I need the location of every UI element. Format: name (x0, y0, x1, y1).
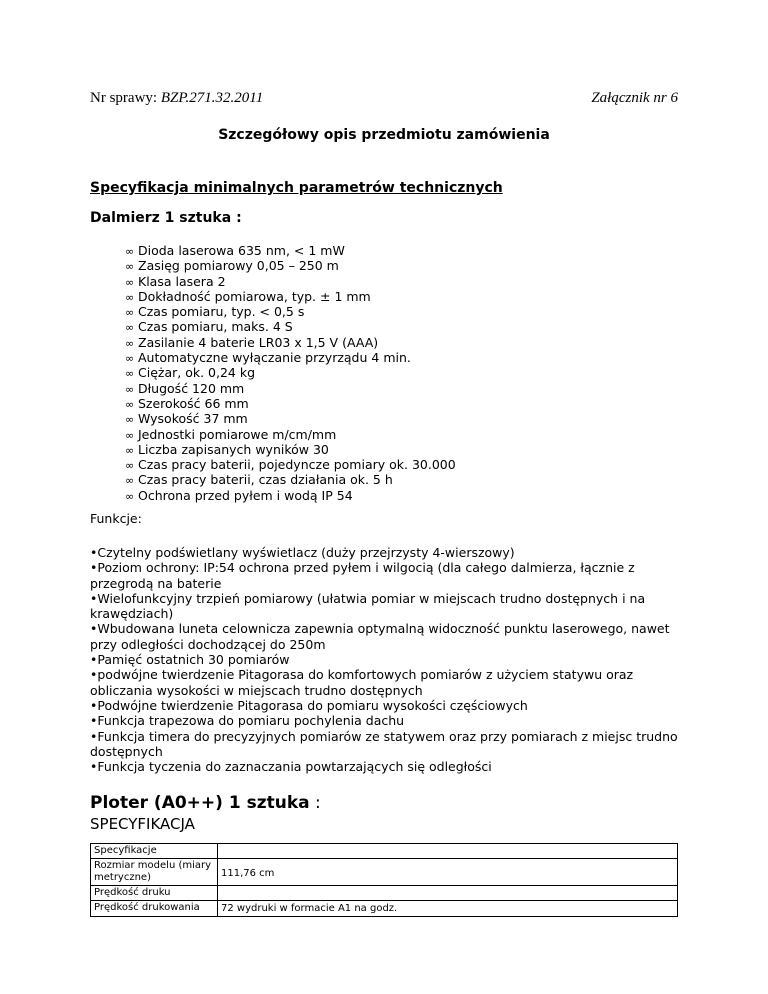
ploter-spec-table (90, 843, 678, 917)
function-item: •Czytelny podświetlany wyświetlacz (duży przejrzysty 4-wierszowy) (90, 545, 515, 560)
ploter-heading-text: Ploter (A0++) 1 sztuka (90, 793, 310, 813)
spec-item (125, 335, 456, 350)
table-row (91, 901, 678, 917)
table-cell (218, 844, 678, 859)
table-row (91, 859, 678, 886)
infinity-bullet-icon: ∞ (125, 489, 135, 503)
spec-item-text: Liczba zapisanych wyników 30 (138, 441, 329, 457)
infinity-bullet-icon: ∞ (125, 260, 135, 274)
spec-item (125, 488, 456, 503)
spec-item-text: Klasa lasera 2 (138, 273, 226, 289)
case-number: BZP.271.32.2011 (160, 90, 264, 106)
spec-item (125, 381, 456, 396)
attachment-label: Załącznik nr 6 (591, 90, 678, 106)
spec-item (125, 472, 456, 487)
spec-item-text: Długość 120 mm (138, 380, 245, 396)
function-item: •Poziom ochrony: IP:54 ochrona przed pyłem i wilgocią (dla całego dalmierza, łącznie z przegrodą na baterie (90, 560, 635, 591)
ploter-heading-suffix: : (309, 793, 321, 813)
infinity-bullet-icon: ∞ (125, 443, 135, 457)
spec-item-text: Automatyczne wyłączanie przyrządu 4 min. (138, 350, 411, 366)
function-item: •Podwójne twierdzenie Pitagorasa do pomiaru wysokości częściowych (90, 697, 528, 713)
spec-item (125, 243, 456, 258)
infinity-bullet-icon: ∞ (125, 397, 135, 411)
function-item: •Funkcja trapezowa do pomiaru pochylenia dachu (90, 713, 405, 729)
infinity-bullet-icon: ∞ (125, 459, 135, 473)
function-item: •Wbudowana luneta celownicza zapewnia optymalną widoczność punktu laserowego, nawet przy odległości dochodzącej do 250m (90, 621, 670, 652)
table-cell: Prędkość druku (91, 886, 218, 901)
infinity-bullet-icon: ∞ (125, 474, 135, 488)
function-item: •podwójne twierdzenie Pitagorasa do komfortowych pomiarów z użyciem statywu oraz obliczania wysokości w miejscach trudno dostępnych (90, 667, 634, 698)
table-cell: Rozmiar modelu (miary metryczne) (91, 859, 218, 886)
spec-item-text: Czas pracy baterii, pojedyncze pomiary ok. 30.000 (138, 457, 456, 473)
spec-item-text: Jednostki pomiarowe m/cm/mm (138, 426, 337, 442)
dalmierz-heading: Dalmierz 1 sztuka : (90, 210, 242, 226)
section-heading: Specyfikacja minimalnych parametrów technicznych (90, 180, 503, 196)
table-cell: 72 wydruki w formacie A1 na godz. (218, 901, 678, 917)
spec-item-text: Dokładność pomiarowa, typ. ± 1 mm (138, 288, 371, 304)
ploter-spec-label: SPECYFIKACJA (90, 815, 195, 833)
infinity-bullet-icon: ∞ (125, 306, 135, 320)
infinity-bullet-icon: ∞ (125, 428, 135, 442)
infinity-bullet-icon: ∞ (125, 245, 135, 258)
spec-item-text: Zasięg pomiarowy 0,05 – 250 m (138, 258, 339, 274)
document-header (90, 90, 678, 110)
infinity-bullet-icon: ∞ (125, 336, 135, 350)
spec-item-text: Ochrona przed pyłem i wodą IP 54 (138, 487, 353, 503)
spec-item (125, 396, 456, 411)
spec-item (125, 350, 456, 365)
ploter-heading (90, 793, 321, 813)
functions-list (90, 545, 680, 774)
spec-item (125, 411, 456, 426)
infinity-bullet-icon: ∞ (125, 382, 135, 396)
case-number-line (90, 90, 263, 107)
page-title: Szczegółowy opis przedmiotu zamówienia (218, 127, 550, 143)
spec-item (125, 319, 456, 334)
table-cell: Prędkość drukowania (91, 901, 218, 917)
infinity-bullet-icon: ∞ (125, 275, 135, 289)
function-item: •Wielofunkcyjny trzpień pomiarowy (ułatwia pomiar w miejscach trudno dostępnych i na krawędziach) (90, 590, 646, 622)
function-item: •Funkcja tyczenia do zaznaczania powtarzających się odległości (90, 759, 492, 775)
spec-item-text: Ciężar, ok. 0,24 kg (138, 365, 256, 381)
spec-item-text: Zasilanie 4 baterie LR03 x 1,5 V (AAA) (138, 334, 379, 350)
table-cell (218, 886, 678, 901)
spec-item (125, 427, 456, 442)
infinity-bullet-icon: ∞ (125, 321, 135, 335)
functions-heading: Funkcje: (90, 511, 142, 526)
spec-item-text: Czas pracy baterii, czas działania ok. 5 h (138, 472, 393, 488)
spec-item-text: Czas pomiaru, maks. 4 S (138, 319, 293, 335)
spec-item-text: Wysokość 37 mm (138, 411, 248, 427)
spec-item-text: Szerokość 66 mm (138, 395, 249, 411)
function-item: •Pamięć ostatnich 30 pomiarów (90, 652, 290, 668)
table-row (91, 886, 678, 901)
infinity-bullet-icon: ∞ (125, 413, 135, 427)
spec-item (125, 365, 456, 380)
spec-item-text: Dioda laserowa 635 nm, < 1 mW (138, 243, 345, 258)
spec-item (125, 304, 456, 319)
infinity-bullet-icon: ∞ (125, 290, 135, 304)
spec-item (125, 258, 456, 273)
table-row (91, 844, 678, 859)
table-cell: 111,76 cm (218, 859, 678, 886)
table-cell: Specyfikacje (91, 844, 218, 859)
spec-item (125, 442, 456, 457)
infinity-bullet-icon: ∞ (125, 352, 135, 366)
case-label: Nr sprawy: (90, 90, 161, 106)
dalmierz-spec-list (125, 243, 456, 503)
spec-item (125, 457, 456, 472)
infinity-bullet-icon: ∞ (125, 367, 135, 381)
spec-item (125, 274, 456, 289)
spec-item-text: Czas pomiaru, typ. < 0,5 s (138, 304, 305, 320)
spec-item (125, 289, 456, 304)
function-item: •Funkcja timera do precyzyjnych pomiarów ze statywem oraz przy pomiarach z miejsc trudno dostępnych (90, 728, 678, 759)
